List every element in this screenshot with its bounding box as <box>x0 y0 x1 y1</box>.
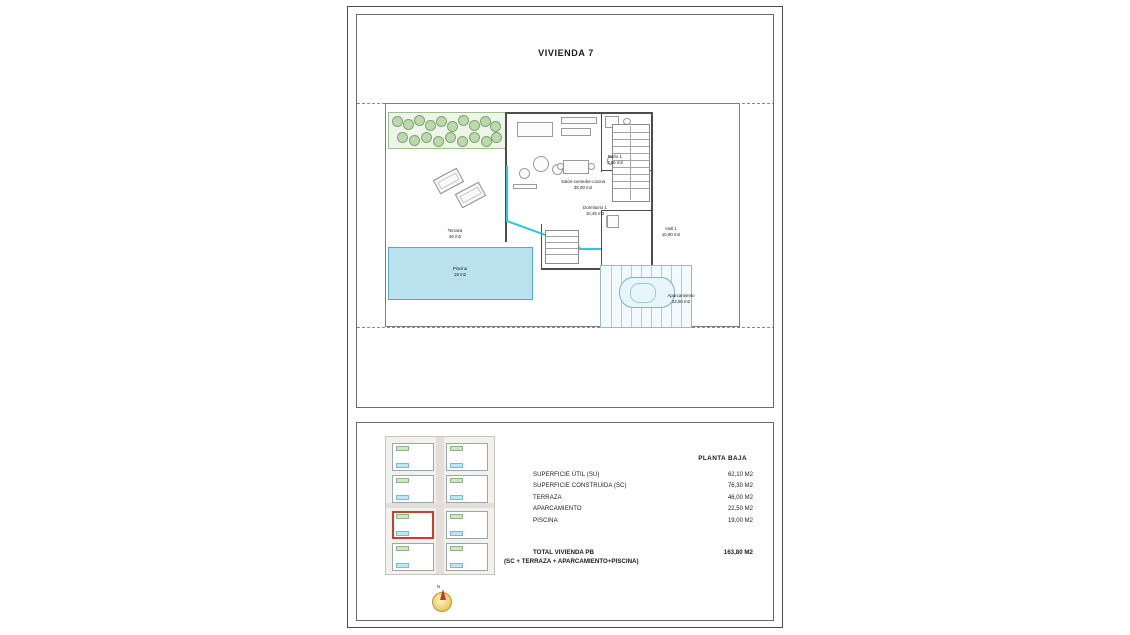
surface-label: PISCINA <box>533 517 558 524</box>
surface-info-panel <box>356 422 774 621</box>
room-name-aparcamiento: Aparcamiento <box>667 293 695 298</box>
shrub-icon <box>414 115 425 126</box>
room-label-hall1 <box>649 226 693 239</box>
stair-step <box>546 254 578 255</box>
room-label-bano1 <box>595 154 635 167</box>
table-row <box>533 481 753 492</box>
wall-top <box>505 112 653 114</box>
room-label-dormitorio1 <box>569 205 621 218</box>
keyplan-pool <box>450 463 463 468</box>
surface-value: 22,50 M2 <box>727 506 753 513</box>
shrub-icon <box>403 119 414 130</box>
room-name-hall1: Hall 1 <box>665 226 677 231</box>
surface-label: SUPERFICIE CONSTRUIDA (SC) <box>533 483 627 490</box>
room-name-salon: Salón-comedor-cocina <box>561 179 605 184</box>
room-name-bano1: Baño 1 <box>608 154 622 159</box>
room-area-hall1: 10,80 m2 <box>661 232 681 238</box>
drawing-sheet <box>347 6 783 628</box>
table-row <box>533 493 753 504</box>
room-name-dormitorio1: Dormitorio 1 <box>583 205 607 210</box>
shrub-icon <box>469 120 480 131</box>
dining-chair-icon <box>588 163 595 170</box>
room-area-dormitorio1: 10,45 m2 <box>585 211 605 217</box>
keyplan-garden <box>450 546 463 551</box>
compass-icon <box>429 584 455 613</box>
keyplan-pool <box>396 463 409 468</box>
shrub-icon <box>436 116 447 127</box>
surface-table <box>533 470 753 527</box>
room-area-bano1: 3,66 m2 <box>607 160 623 166</box>
armchair-icon <box>519 168 530 179</box>
keyplan-unit <box>446 443 488 471</box>
stair-step <box>613 139 649 140</box>
surface-value: 76,30 M2 <box>727 483 753 490</box>
shrub-icon <box>445 132 456 143</box>
surface-value: 19,00 M2 <box>727 517 753 524</box>
stair-step <box>546 242 578 243</box>
floor-title: PLANTA BAJA <box>698 455 747 462</box>
compass-needle <box>440 589 446 600</box>
keyplan-pool <box>450 531 463 536</box>
coffee-table-icon <box>533 156 549 172</box>
keyplan-pool <box>396 531 409 536</box>
room-name-piscina: Piscina <box>452 266 468 271</box>
keyplan-unit <box>392 543 434 571</box>
wall-interior-vertical-2 <box>601 210 602 269</box>
table-row <box>533 516 753 527</box>
shrub-icon <box>397 132 408 143</box>
shrub-icon <box>491 132 502 143</box>
keyplan-unit <box>446 475 488 503</box>
floor-plan-panel <box>356 14 774 408</box>
keyplan-pool <box>450 495 463 500</box>
wall-right <box>651 112 653 270</box>
key-plan <box>385 436 495 575</box>
room-name-terraza: Terraza <box>447 228 463 233</box>
surface-value: 62,10 M2 <box>727 472 753 478</box>
keyplan-unit <box>446 543 488 571</box>
room-area-salon: 35,00 m2 <box>573 185 593 191</box>
keyplan-garden <box>450 446 463 451</box>
stair-step <box>546 248 578 249</box>
shrub-icon <box>421 132 432 143</box>
keyplan-garden <box>450 514 463 519</box>
keyplan-garden <box>396 478 409 483</box>
shrub-icon <box>457 136 468 147</box>
stair-step <box>613 132 649 133</box>
kitchen-counter-icon <box>561 128 591 136</box>
keyplan-pool <box>396 495 409 500</box>
sideboard-icon <box>561 117 597 124</box>
room-area-aparcamiento: 22,50 m2 <box>671 299 691 305</box>
shrub-icon <box>433 136 444 147</box>
keyplan-pool <box>396 563 409 568</box>
total-row <box>533 547 753 558</box>
keyplan-garden <box>396 546 409 551</box>
shrub-icon <box>425 120 436 131</box>
wall-interior-vertical-3 <box>541 224 542 269</box>
keyplan-road <box>386 503 495 508</box>
keyplan-pool <box>450 563 463 568</box>
total-label: TOTAL VIVIENDA PB <box>533 549 594 556</box>
total-value: 163,80 M2 <box>723 549 753 556</box>
keyplan-unit <box>392 443 434 471</box>
shrub-icon <box>458 115 469 126</box>
stair-step <box>613 174 649 175</box>
keyplan-garden <box>396 446 409 451</box>
compass-north-label: N <box>437 584 441 589</box>
table-row <box>533 470 753 481</box>
shrub-icon <box>469 132 480 143</box>
total-formula: (SC + TERRAZA + APARCAMIENTO+PISCINA) <box>504 558 639 565</box>
room-label-salon <box>545 179 621 192</box>
table-row <box>533 504 753 515</box>
room-label-aparcamiento <box>653 293 709 306</box>
surface-label: APARCAMIENTO <box>533 506 582 513</box>
surface-label: TERRAZA <box>533 494 562 501</box>
site-boundary-line-bottom <box>357 327 774 328</box>
keyplan-garden <box>450 478 463 483</box>
shrub-icon <box>490 121 501 132</box>
stair-step <box>546 236 578 237</box>
keyplan-unit <box>392 475 434 503</box>
room-label-terraza <box>425 228 485 241</box>
keyplan-unit <box>446 511 488 539</box>
glazing-line-left <box>506 166 508 222</box>
plan-title: VIVIENDA 7 <box>538 48 594 58</box>
stair-step <box>613 146 649 147</box>
surface-label: SUPERFICIE ÚTIL (SU) <box>533 472 600 478</box>
keyplan-unit-selected[interactable] <box>392 511 434 539</box>
shrub-icon <box>447 121 458 132</box>
garden-area <box>388 112 506 149</box>
room-area-terraza: 46 m2 <box>448 234 462 240</box>
glazing-line-bottom <box>579 248 601 250</box>
room-area-piscina: 19 m2 <box>453 272 467 278</box>
dining-table-icon <box>563 160 589 174</box>
dining-chair-icon <box>557 163 564 170</box>
paving-line <box>611 266 612 328</box>
sofa-icon <box>517 122 553 137</box>
shrub-icon <box>392 116 403 127</box>
room-label-piscina <box>430 266 490 279</box>
tv-unit-icon <box>513 184 537 189</box>
keyplan-garden <box>396 514 409 519</box>
stair-step <box>613 167 649 168</box>
shrub-icon <box>409 135 420 146</box>
surface-value: 46,00 M2 <box>727 494 753 501</box>
